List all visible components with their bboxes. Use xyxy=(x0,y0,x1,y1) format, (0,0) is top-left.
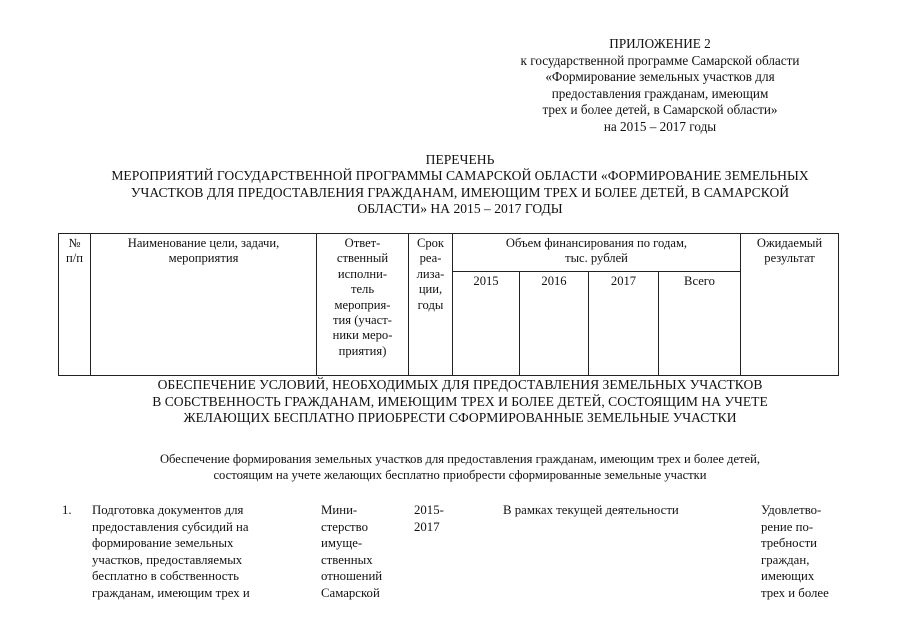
plan-table-header xyxy=(58,233,839,376)
section-title-line: В СОБСТВЕННОСТЬ ГРАЖДАНАМ, ИМЕЮЩИМ ТРЕХ И БОЛЕЕ ДЕТЕЙ, СОСТОЯЩИМ НА УЧЕТЕ xyxy=(152,393,768,409)
row-number: 1. xyxy=(62,503,72,517)
header-cell-total: Всего xyxy=(659,272,741,376)
title-line: ОБЛАСТИ» НА 2015 – 2017 ГОДЫ xyxy=(357,201,563,217)
section-title xyxy=(30,377,890,427)
appendix-line: предоставления гражданам, имеющим xyxy=(551,85,769,101)
row-term: 2015- 2017 xyxy=(414,503,444,534)
document-title xyxy=(30,152,890,218)
header-cell-name: Наименование цели, задачи, мероприятия xyxy=(91,234,317,376)
header-cell-year-2016: 2016 xyxy=(520,272,589,376)
goal-text xyxy=(30,451,890,483)
goal-line: состоящим на учете желающих бесплатно приобрести сформированные земельные участки xyxy=(213,468,707,482)
appendix-line: «Формирование земельных участков для xyxy=(545,69,775,84)
appendix-block xyxy=(440,36,880,135)
header-cell-result: Ожидаемый результат xyxy=(741,234,839,376)
title-line: МЕРОПРИЯТИЙ ГОСУДАРСТВЕННОЙ ПРОГРАММЫ САМАРСКОЙ ОБЛАСТИ «ФОРМИРОВАНИЕ ЗЕМЕЛЬНЫХ xyxy=(111,168,809,184)
header-cell-term: Срок реа- лиза- ции, годы xyxy=(409,234,453,376)
section-title-line: ОБЕСПЕЧЕНИЕ УСЛОВИЙ, НЕОБХОДИМЫХ ДЛЯ ПРЕДОСТАВЛЕНИЯ ЗЕМЕЛЬНЫХ УЧАСТКОВ xyxy=(157,377,763,392)
row-activity-name: Подготовка документов для предоставления субсидий на формирование земельных участков, предоставляемых бесплатно в собственность гражданам, имеющим трех и xyxy=(92,503,250,600)
title-line: ПЕРЕЧЕНЬ xyxy=(425,152,495,167)
header-cell-financing: Объем финансирования по годам, тыс. рублей xyxy=(453,234,741,272)
section-title-line: ЖЕЛАЮЩИХ БЕСПЛАТНО ПРИОБРЕСТИ СФОРМИРОВАННЫЕ ЗЕМЕЛЬНЫЕ УЧАСТКИ xyxy=(183,410,737,425)
appendix-line: на 2015 – 2017 годы xyxy=(603,118,717,134)
appendix-line: ПРИЛОЖЕНИЕ 2 xyxy=(609,36,711,51)
title-line: УЧАСТКОВ ДЛЯ ПРЕДОСТАВЛЕНИЯ ГРАЖДАНАМ, ИМЕЮЩИМ ТРЕХ И БОЛЕЕ ДЕТЕЙ, В САМАРСКОЙ xyxy=(130,184,790,200)
row-financing: В рамках текущей деятельности xyxy=(503,503,679,517)
appendix-line: к государственной программе Самарской области xyxy=(520,52,800,68)
row-expected-result: Удовлетво- рение по- требности граждан, имеющих трех и более xyxy=(761,503,829,600)
appendix-line: трех и более детей, в Самарской области» xyxy=(542,102,778,117)
row-executor: Мини- стерство имуще- ственных отношений Самарской xyxy=(321,503,383,600)
header-cell-year-2017: 2017 xyxy=(589,272,659,376)
goal-line: Обеспечение формирования земельных участков для предоставления гражданам, имеющим трех и более детей, xyxy=(159,452,761,466)
header-cell-year-2015: 2015 xyxy=(453,272,520,376)
header-cell-number: № п/п xyxy=(59,234,91,376)
header-cell-executor: Ответ- ственный исполни- тель мероприя- тия (участ- ники меро- приятия) xyxy=(317,234,409,376)
